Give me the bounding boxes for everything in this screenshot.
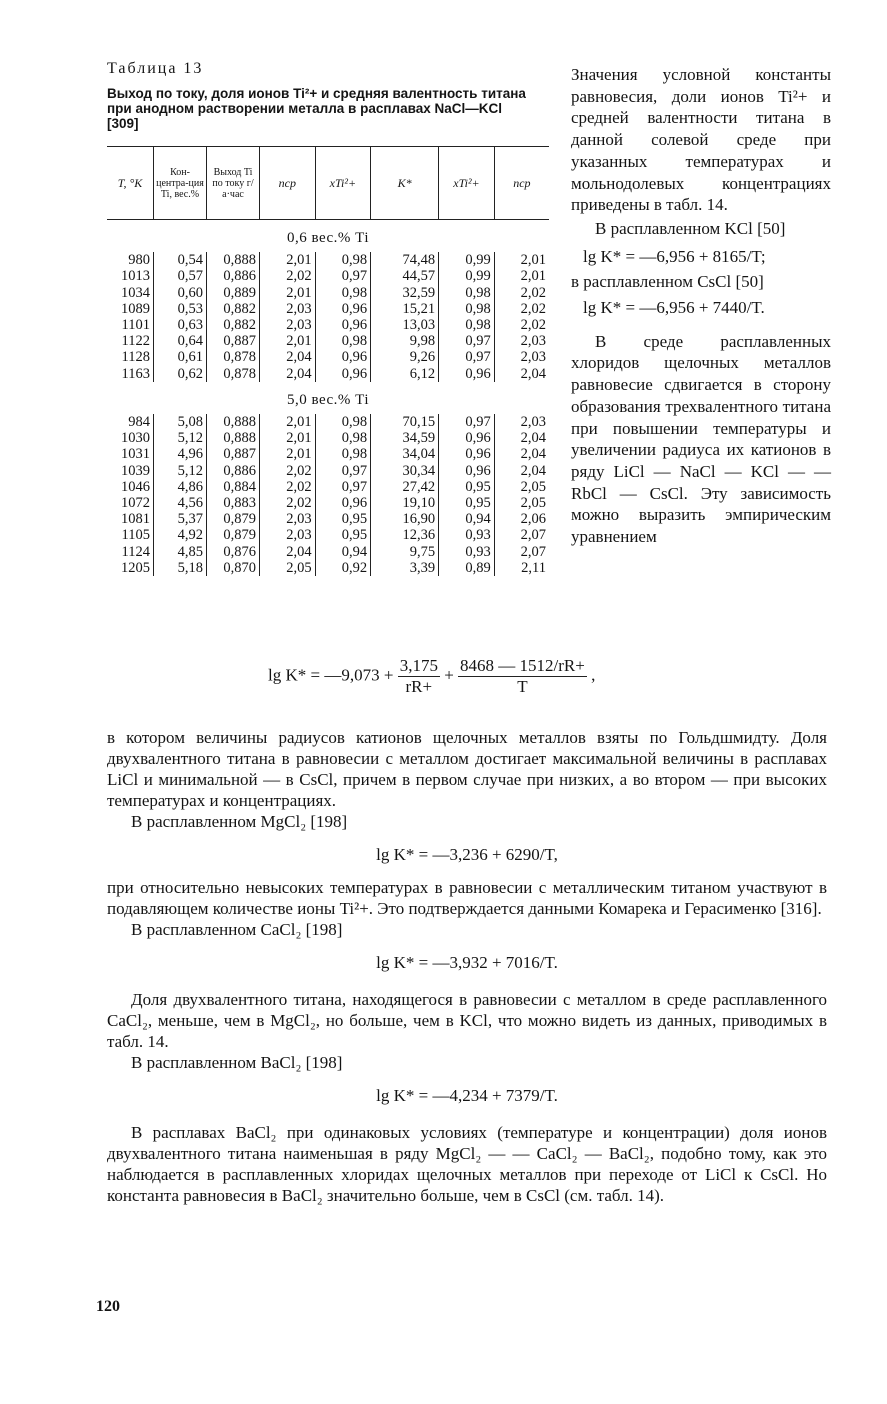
table-cell: 0,96 bbox=[315, 495, 371, 511]
table-cell: 0,97 bbox=[439, 414, 495, 430]
table-cell: 2,04 bbox=[260, 366, 316, 382]
table-cell: 2,02 bbox=[260, 463, 316, 479]
table-cell: 2,03 bbox=[494, 414, 549, 430]
table-cell: 0,889 bbox=[207, 285, 260, 301]
side-paragraph: в расплавленном CsCl [50] bbox=[571, 272, 764, 292]
fraction-numerator: 3,175 bbox=[399, 656, 438, 675]
table-cell: 2,07 bbox=[494, 544, 549, 560]
table-cell: 2,04 bbox=[494, 446, 549, 462]
table-cell: 2,03 bbox=[260, 527, 316, 543]
table-cell: 2,02 bbox=[260, 479, 316, 495]
table-cell: 2,02 bbox=[494, 285, 549, 301]
table-row bbox=[107, 511, 549, 527]
table-cell: 4,85 bbox=[154, 544, 207, 560]
table-cell: 0,96 bbox=[315, 301, 371, 317]
section-label: 0,6 вес.% Ti bbox=[287, 230, 369, 246]
table-cell: 6,12 bbox=[371, 366, 439, 382]
table-cell: 0,886 bbox=[207, 268, 260, 284]
table-cell: 0,96 bbox=[315, 366, 371, 382]
table-cell: 1072 bbox=[121, 495, 150, 512]
table-cell: 34,59 bbox=[371, 430, 439, 446]
table-cell: 2,05 bbox=[494, 479, 549, 495]
table-cell: 1089 bbox=[121, 300, 150, 317]
table-row bbox=[107, 479, 549, 495]
table-cell: 0,95 bbox=[315, 527, 371, 543]
table-cell: 2,03 bbox=[260, 301, 316, 317]
table-cell: 0,98 bbox=[315, 333, 371, 349]
table-cell: 16,90 bbox=[371, 511, 439, 527]
table-cell: 1128 bbox=[121, 349, 150, 366]
table-cell: 0,888 bbox=[207, 414, 260, 430]
table-cell: 0,95 bbox=[439, 479, 495, 495]
table-cell: 1031 bbox=[121, 446, 150, 463]
table-cell: 1013 bbox=[121, 268, 150, 285]
table-cell: 70,15 bbox=[371, 414, 439, 430]
table-cell: 980 bbox=[128, 252, 150, 269]
table-cell: 2,04 bbox=[260, 349, 316, 365]
formula-mgcl2: lg K* = —3,236 + 6290/T, bbox=[376, 845, 558, 864]
table-cell: 0,96 bbox=[439, 463, 495, 479]
table-title: Выход по току, доля ионов Ti²+ и средняя валентность титана при анодном растворении металла в расплавах NaCl—KCl [309] bbox=[107, 86, 526, 131]
table-cell: 0,98 bbox=[315, 285, 371, 301]
table-cell: 0,98 bbox=[439, 317, 495, 333]
table-cell: 32,59 bbox=[371, 285, 439, 301]
table-cell: 0,887 bbox=[207, 446, 260, 462]
table-cell: 0,96 bbox=[439, 366, 495, 382]
body-paragraph: В расплавленном CaCl₂ [198] bbox=[131, 920, 343, 939]
table-cell: 2,11 bbox=[494, 560, 549, 576]
table-cell: 2,02 bbox=[260, 495, 316, 511]
table-cell: 9,75 bbox=[371, 544, 439, 560]
table-cell: 74,48 bbox=[371, 252, 439, 268]
col-header-x-ti-2: xTi²+ bbox=[439, 147, 495, 220]
table-row bbox=[107, 446, 549, 462]
col-header-current-yield: Выход Ti по току г/а·час bbox=[207, 147, 260, 220]
table-cell: 0,97 bbox=[439, 349, 495, 365]
table-cell: 0,89 bbox=[439, 560, 495, 576]
table-cell: 984 bbox=[128, 414, 150, 431]
table-cell: 2,03 bbox=[260, 511, 316, 527]
fraction-denominator: T bbox=[517, 677, 528, 696]
table-cell: 2,04 bbox=[494, 430, 549, 446]
side-text-column bbox=[571, 64, 831, 548]
table-cell: 13,03 bbox=[371, 317, 439, 333]
table-cell: 4,96 bbox=[154, 446, 207, 462]
section-label-row bbox=[107, 382, 549, 414]
table-cell: 0,98 bbox=[439, 301, 495, 317]
table-cell: 0,98 bbox=[315, 252, 371, 268]
table-cell: 0,99 bbox=[439, 252, 495, 268]
body-paragraph: при относительно невысоких температурах в равновесии с металлическим титаном участвуют в подавляющем количестве ионы Ti²+. Это подтверждается данными Комарека и Герасименко [316]. bbox=[107, 878, 827, 918]
table-cell: 9,98 bbox=[371, 333, 439, 349]
table-cell: 0,96 bbox=[315, 349, 371, 365]
body-paragraph: В расплавах BaCl₂ при одинаковых условиях (температуре и концентрации) доля ионов двухвалентного титана наименьшая в ряду MgCl₂ — — CaCl₂ — BaCl₂, подобно тому, как это наблюдается в расплавленных хлоридах щелочных металлов при переходе от LiCl к CsCl. Но константа равновесия в BaCl₂ значительно больше, чем в CsCl (см. табл. 14). bbox=[107, 1123, 827, 1205]
table-cell: 19,10 bbox=[371, 495, 439, 511]
table-row bbox=[107, 333, 549, 349]
table-cell: 2,01 bbox=[260, 430, 316, 446]
fraction-denominator: rR+ bbox=[405, 677, 433, 696]
table-cell: 9,26 bbox=[371, 349, 439, 365]
table-cell: 1122 bbox=[121, 333, 150, 350]
table-row bbox=[107, 430, 549, 446]
table-cell: 5,12 bbox=[154, 463, 207, 479]
table-cell: 0,53 bbox=[154, 301, 207, 317]
table-row bbox=[107, 544, 549, 560]
table-cell: 1046 bbox=[121, 478, 150, 495]
col-header-n-avg-2: nср bbox=[494, 147, 549, 220]
formula-kcl: lg K* = —6,956 + 8165/T; bbox=[583, 246, 766, 266]
table-cell: 0,878 bbox=[207, 349, 260, 365]
table-row bbox=[107, 560, 549, 576]
table-cell: 0,96 bbox=[315, 317, 371, 333]
table-cell: 0,63 bbox=[154, 317, 207, 333]
table-cell: 0,879 bbox=[207, 527, 260, 543]
table-cell: 2,02 bbox=[260, 268, 316, 284]
table-cell: 0,54 bbox=[154, 252, 207, 268]
side-paragraph: В расплавленном KCl [50] bbox=[595, 218, 786, 238]
table-cell: 2,01 bbox=[494, 268, 549, 284]
body-paragraph: В расплавленном BaCl₂ [198] bbox=[131, 1053, 343, 1072]
formula-cscl: lg K* = —6,956 + 7440/T. bbox=[583, 298, 765, 318]
table-cell: 5,18 bbox=[154, 560, 207, 576]
table-cell: 0,92 bbox=[315, 560, 371, 576]
table-cell: 2,02 bbox=[494, 317, 549, 333]
table-cell: 0,888 bbox=[207, 430, 260, 446]
table-cell: 0,93 bbox=[439, 544, 495, 560]
table-cell: 3,39 bbox=[371, 560, 439, 576]
table-cell: 2,01 bbox=[494, 252, 549, 268]
table-cell: 2,07 bbox=[494, 527, 549, 543]
body-paragraph: Доля двухвалентного титана, находящегося в равновесии с металлом в среде расплавленного CaCl₂, меньше, чем в MgCl₂, но больше, чем в KCl, что можно видеть из данных, приводимых в табл. 14. bbox=[107, 990, 827, 1051]
fraction-numerator: 8468 — 1512/rR+ bbox=[460, 656, 585, 675]
table-cell: 2,06 bbox=[494, 511, 549, 527]
table-cell: 2,04 bbox=[494, 463, 549, 479]
table-section-1 bbox=[107, 220, 549, 382]
formula-bacl2: lg K* = —4,234 + 7379/T. bbox=[376, 1086, 558, 1105]
table-cell: 4,86 bbox=[154, 479, 207, 495]
formula-cacl2: lg K* = —3,932 + 7016/T. bbox=[376, 953, 558, 972]
table-cell: 2,04 bbox=[494, 366, 549, 382]
table-cell: 1081 bbox=[121, 511, 150, 528]
table-cell: 2,03 bbox=[494, 333, 549, 349]
table-header-row bbox=[107, 147, 549, 220]
table-cell: 0,60 bbox=[154, 285, 207, 301]
table-cell: 2,01 bbox=[260, 252, 316, 268]
table-cell: 0,94 bbox=[315, 544, 371, 560]
table-cell: 1030 bbox=[121, 430, 150, 447]
table-cell: 5,12 bbox=[154, 430, 207, 446]
col-header-x-ti: xTi²+ bbox=[315, 147, 371, 220]
table-cell: 0,96 bbox=[439, 446, 495, 462]
table-cell: 0,96 bbox=[439, 430, 495, 446]
table-cell: 0,98 bbox=[315, 446, 371, 462]
table-cell: 0,93 bbox=[439, 527, 495, 543]
table-row bbox=[107, 301, 549, 317]
table-cell: 0,870 bbox=[207, 560, 260, 576]
table-cell: 1101 bbox=[121, 317, 150, 334]
table-row bbox=[107, 414, 549, 430]
table-cell: 2,03 bbox=[494, 349, 549, 365]
main-text bbox=[107, 727, 827, 1206]
table-cell: 2,01 bbox=[260, 446, 316, 462]
col-header-k-star: K* bbox=[371, 147, 439, 220]
table-cell: 0,95 bbox=[439, 495, 495, 511]
table-cell: 0,878 bbox=[207, 366, 260, 382]
table-cell: 2,03 bbox=[260, 317, 316, 333]
equation-tail: , bbox=[591, 665, 596, 685]
table-cell: 44,57 bbox=[371, 268, 439, 284]
table-cell: 0,97 bbox=[315, 479, 371, 495]
table-row bbox=[107, 349, 549, 365]
data-table bbox=[107, 146, 549, 576]
table-cell: 4,56 bbox=[154, 495, 207, 511]
table-row bbox=[107, 366, 549, 382]
side-paragraph: В среде расплавленных хлоридов щелочных металлов равновесие сдвигается в сторону образования трехвалентного титана при повышении температуры и увеличении радиуса их катионов в ряду LiCl — NaCl — KCl — — RbCl — CsCl. Эту зависимость можно выразить эмпирическим уравнением bbox=[571, 331, 831, 547]
table-cell: 1034 bbox=[121, 284, 150, 301]
table-section-2 bbox=[107, 382, 549, 576]
main-equation bbox=[268, 656, 595, 697]
table-cell: 2,01 bbox=[260, 285, 316, 301]
table-cell: 27,42 bbox=[371, 479, 439, 495]
table-cell: 1105 bbox=[121, 527, 150, 544]
table-cell: 1205 bbox=[121, 559, 150, 576]
table-row bbox=[107, 268, 549, 284]
table-cell: 0,62 bbox=[154, 366, 207, 382]
table-cell: 12,36 bbox=[371, 527, 439, 543]
table-row bbox=[107, 463, 549, 479]
table-row bbox=[107, 527, 549, 543]
table-cell: 0,94 bbox=[439, 511, 495, 527]
table-cell: 0,61 bbox=[154, 349, 207, 365]
side-paragraph: Значения условной константы равновесия, доли ионов Ti²+ и средней валентности титана в данной солевой среде при указанных температурах и мольнодолевых концентрациях приведены в табл. 14. bbox=[571, 65, 831, 215]
table-cell: 4,92 bbox=[154, 527, 207, 543]
table-cell: 0,888 bbox=[207, 252, 260, 268]
table-cell: 2,04 bbox=[260, 544, 316, 560]
section-label-row bbox=[107, 220, 549, 253]
table-cell: 0,97 bbox=[439, 333, 495, 349]
table-cell: 0,882 bbox=[207, 317, 260, 333]
table-row bbox=[107, 317, 549, 333]
fraction-temperature bbox=[458, 656, 587, 697]
section-label: 5,0 вес.% Ti bbox=[287, 391, 369, 408]
table-cell: 0,64 bbox=[154, 333, 207, 349]
table-cell: 5,08 bbox=[154, 414, 207, 430]
table-cell: 1163 bbox=[121, 365, 150, 382]
page-number: 120 bbox=[96, 1298, 120, 1315]
table-cell: 0,98 bbox=[315, 414, 371, 430]
table-row bbox=[107, 495, 549, 511]
table-cell: 0,884 bbox=[207, 479, 260, 495]
table-cell: 1039 bbox=[121, 462, 150, 479]
table-cell: 0,887 bbox=[207, 333, 260, 349]
table-cell: 2,05 bbox=[494, 495, 549, 511]
table-row bbox=[107, 252, 549, 268]
table-cell: 1124 bbox=[121, 543, 150, 560]
table-cell: 0,886 bbox=[207, 463, 260, 479]
table-cell: 0,99 bbox=[439, 268, 495, 284]
table-cell: 34,04 bbox=[371, 446, 439, 462]
table-cell: 15,21 bbox=[371, 301, 439, 317]
table-row bbox=[107, 285, 549, 301]
table-cell: 0,879 bbox=[207, 511, 260, 527]
table-cell: 0,882 bbox=[207, 301, 260, 317]
table-cell: 30,34 bbox=[371, 463, 439, 479]
table-cell: 0,97 bbox=[315, 268, 371, 284]
col-header-concentration: Кон-центра-ция Ti, вес.% bbox=[154, 147, 207, 220]
body-paragraph: в котором величины радиусов катионов щелочных металлов взяты по Гольдшмидту. Доля двухвалентного титана в равновесии с металлом достигает максимальной величины в расплавах LiCl и минимальной — в CsCl, причем в первом случае при низких, а во втором — при высоких температурах и концентрациях. bbox=[107, 728, 827, 810]
equation-lhs: lg K* = —9,073 + bbox=[268, 665, 394, 685]
table-cell: 5,37 bbox=[154, 511, 207, 527]
fraction-radius bbox=[398, 656, 440, 697]
equation-plus: + bbox=[444, 665, 454, 685]
table-cell: 2,05 bbox=[260, 560, 316, 576]
table-cell: 0,95 bbox=[315, 511, 371, 527]
table-cell: 0,883 bbox=[207, 495, 260, 511]
col-header-n-avg: nср bbox=[260, 147, 316, 220]
table-cell: 0,876 bbox=[207, 544, 260, 560]
table-cell: 0,98 bbox=[439, 285, 495, 301]
table-cell: 2,01 bbox=[260, 414, 316, 430]
table-cell: 0,97 bbox=[315, 463, 371, 479]
body-paragraph: В расплавленном MgCl₂ [198] bbox=[131, 812, 348, 831]
table-caption: Таблица 13 bbox=[107, 60, 204, 77]
col-header-temperature: T, °K bbox=[107, 147, 154, 220]
table-cell: 2,01 bbox=[260, 333, 316, 349]
table-cell: 2,02 bbox=[494, 301, 549, 317]
table-cell: 0,98 bbox=[315, 430, 371, 446]
table-cell: 0,57 bbox=[154, 268, 207, 284]
